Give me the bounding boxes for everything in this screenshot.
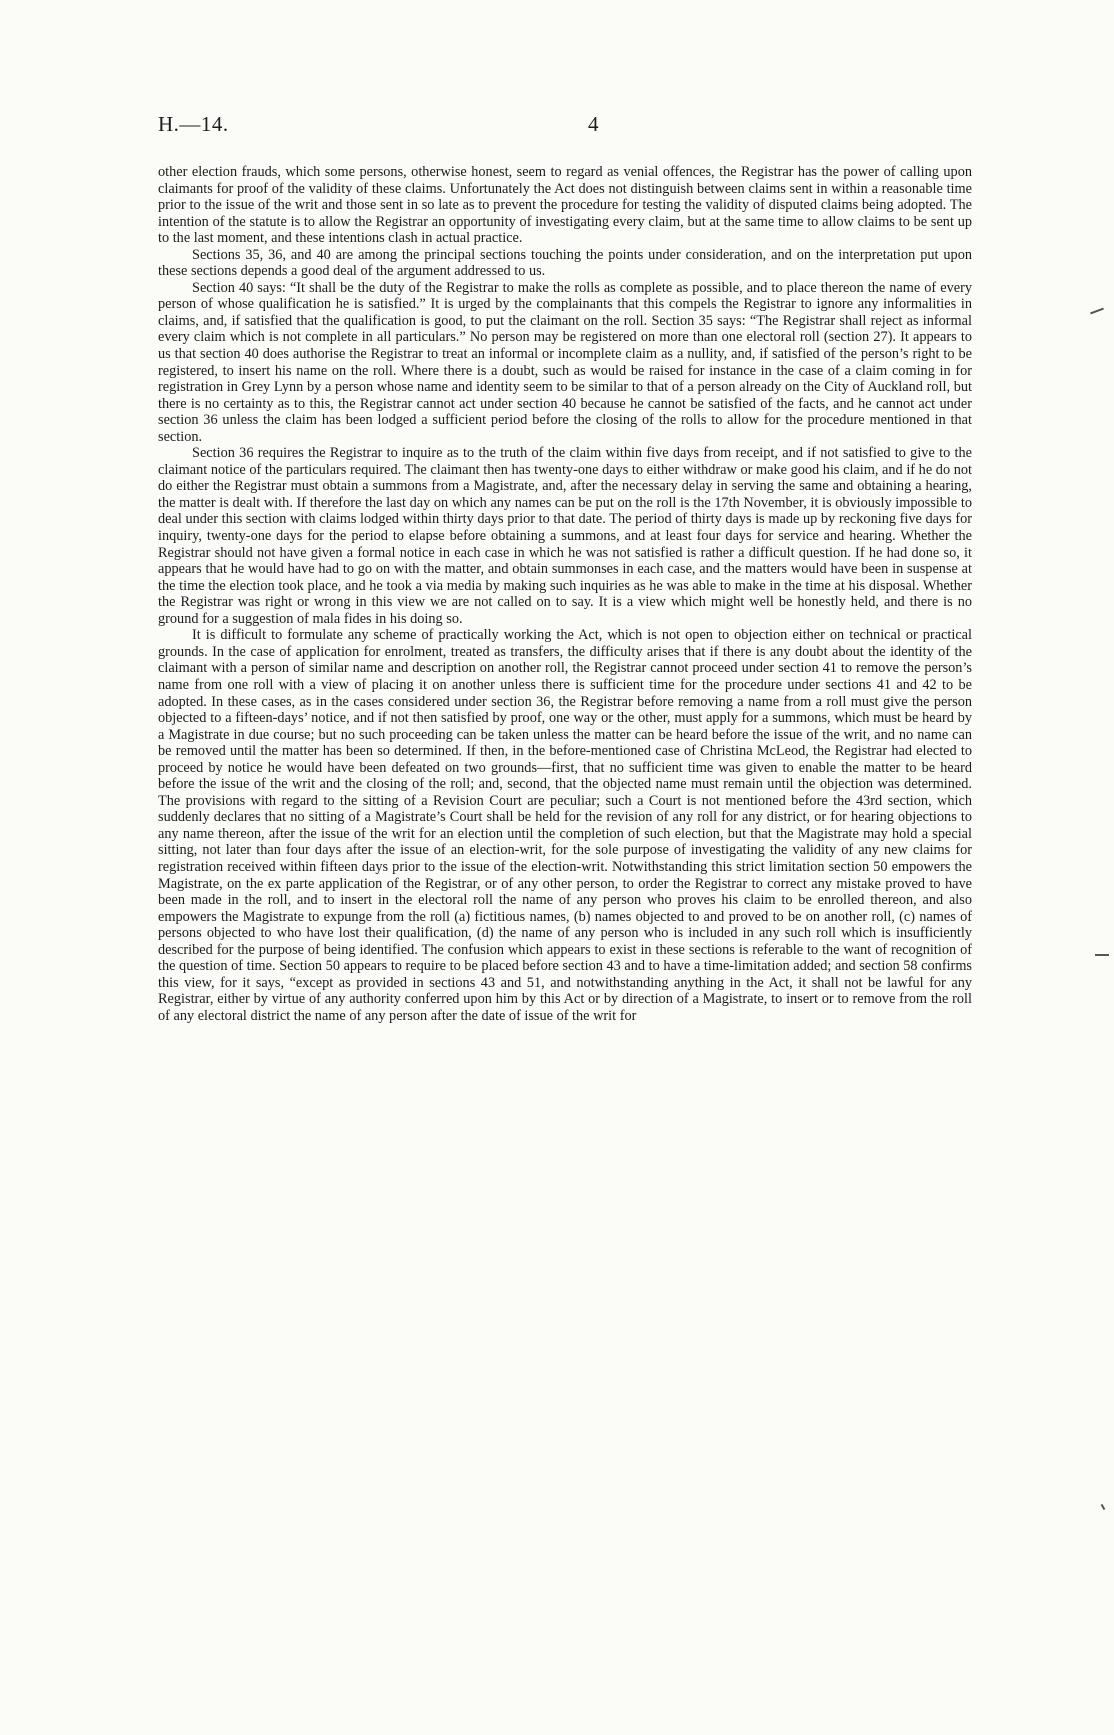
page-reference: H.—14. <box>158 112 229 136</box>
paragraph-2: Sections 35, 36, and 40 are among the principal sections touching the points under consideration, and on the interpretation put upon these sections depends a good deal of the argument addressed to us. <box>158 246 972 280</box>
paragraph-1: other election frauds, which some persons, otherwise honest, seem to regard as venial offences, the Registrar has the power of calling upon claimants for proof of the validity of these claims. Unfortunately the Act does not distinguish between claims sent in within a reasonable time prior to the issue of the writ and those sent in so late as to prevent the procedure for testing the validity of disputed claims being adopted. The intention of the statute is to allow the Registrar an opportunity of investigating every claim, but at the same time to allow claims to be sent up to the last moment, and these intentions clash in actual practice. <box>158 164 972 247</box>
margin-mark <box>1101 1504 1106 1510</box>
page-number: 4 <box>588 112 599 136</box>
margin-mark <box>1090 308 1104 315</box>
page-header <box>158 112 984 142</box>
paragraph-4: Section 36 requires the Registrar to inquire as to the truth of the claim within five days from receipt, and if not satisfied to give to the claimant notice of the particulars required. The claimant then has twenty-one days to either withdraw or make good his claim, and if he do not do either the Registrar must obtain a summons from a Magistrate, and, after the necessary delay in serving the same and obtaining a hearing, the matter is dealt with. If therefore the last day on which any names can be put on the roll is the 17th November, it is obviously impossible to deal under this section with claims lodged within thirty days prior to that date. The period of thirty days is made up by reckoning five days for inquiry, twenty-one days for the period to elapse before obtaining a summons, and at least four days for service and hearing. Whether the Registrar should not have given a formal notice in each case in which he was not satisfied is rather a difficult question. If he had done so, it appears that he would have had to go on with the matter, and obtain summonses in each case, and the matters would have been in suspense at the time the election took place, and he took a via media by making such inquiries as he was able to make in the time at his disposal. Whether the Registrar was right or wrong in this view we are not called on to say. It is a view which might well be honestly held, and there is no ground for a suggestion of mala fides in his doing so. <box>158 445 972 627</box>
margin-mark <box>1095 954 1109 956</box>
body-text <box>158 164 972 1024</box>
paragraph-3: Section 40 says: “It shall be the duty of the Registrar to make the rolls as complete as possible, and to place thereon the name of every person of whose qualification he is satisfied.” It is urged by the complainants that this compels the Registrar to ignore any informalities in claims, and, if satisfied that the qualification is good, to put the claimant on the roll. Section 35 says: “The Registrar shall reject as informal every claim which is not complete in all particulars.” No person may be registered on more than one electoral roll (section 27). It appears to us that section 40 does authorise the Registrar to treat an informal or incomplete claim as a nullity, and, if satisfied of the person’s right to be registered, to insert his name on the roll. Where there is a doubt, such as would be raised for instance in the case of a claim coming in for registration in Grey Lynn by a person whose name and identity seem to be similar to that of a person already on the City of Auckland roll, but there is no certainty as to this, the Registrar cannot act under section 40 because he cannot be satisfied of the facts, and he cannot act under section 36 unless the claim has been lodged a sufficient period before the closing of the rolls to allow for the procedure mentioned in that section. <box>158 279 972 445</box>
paragraph-5: It is difficult to formulate any scheme of practically working the Act, which is not open to objection either on technical or practical grounds. In the case of application for enrolment, treated as transfers, the difficulty arises that if there is any doubt about the identity of the claimant with a person of similar name and description on another roll, the Registrar cannot proceed under section 41 to remove the person’s name from one roll with a view of placing it on another unless there is sufficient time for the procedure under sections 41 and 42 to be adopted. In these cases, as in the cases considered under section 36, the Registrar before removing a name from a roll must give the person objected to a fifteen-days’ notice, and if not then satisfied by proof, one way or the other, must apply for a summons, which must be heard by a Magistrate in due course; but no such proceeding can be taken unless the matter can be heard before the issue of the writ, and no name can be removed until the matter has been so determined. If then, in the before-mentioned case of Christina McLeod, the Registrar had elected to proceed by notice he would have been defeated on two grounds—first, that no sufficient time was given to enable the matter to be heard before the issue of the writ and the closing of the roll; and, second, that the objected name must remain until the objection was determined. The provisions with regard to the sitting of a Revision Court are peculiar; such a Court is not mentioned before the 43rd section, which suddenly declares that no sitting of a Magistrate’s Court shall be held for the revision of any roll for any district, or for hearing objections to any name thereon, after the issue of the writ for an election until the completion of such election, but that the Magistrate may hold a special sitting, not later than four days after the issue of an election-writ, for the sole purpose of investigating the validity of any new claims for registration received within fifteen days prior to the issue of the election-writ. Notwithstanding this strict limitation section 50 empowers the Magistrate, on the ex parte application of the Registrar, or of any other person, to order the Registrar to correct any mistake proved to have been made in the roll, and to insert in the electoral roll the name of any person who proves his claim to be enrolled thereon, and also empowers the Magistrate to expunge from the roll (a) fictitious names, (b) names objected to and proved to be on another roll, (c) names of persons objected to who have lost their qualification, (d) the name of any person who is included in any such roll which is insufficiently described for the purpose of being identified. The confusion which appears to exist in these sections is referable to the want of recognition of the question of time. Section 50 appears to require to be placed before section 43 and to have a time-limitation added; and section 58 confirms this view, for it says, “except as provided in sections 43 and 51, and notwithstanding anything in the Act, it shall not be lawful for any Registrar, either by virtue of any authority conferred upon him by this Act or by direction of a Magistrate, to insert or to remove from the roll of any electoral district the name of any person after the date of issue of the writ for <box>158 627 972 1024</box>
